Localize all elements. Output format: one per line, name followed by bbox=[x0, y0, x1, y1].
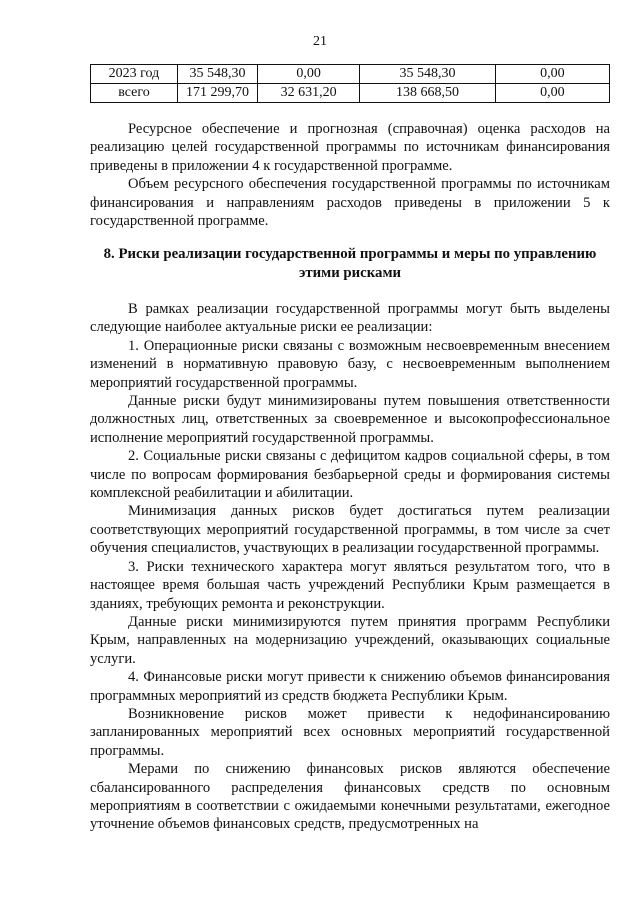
table-cell: 2023 год bbox=[91, 65, 178, 84]
table-cell: 35 548,30 bbox=[177, 65, 257, 84]
table-cell: 0,00 bbox=[257, 65, 359, 84]
table-cell: 138 668,50 bbox=[360, 84, 496, 103]
intro-text bbox=[90, 120, 610, 230]
financing-table bbox=[90, 64, 610, 103]
paragraph: Данные риски будут минимизированы путем повышения ответственности должностных лиц, ответственных за своевременное и высокопрофессиональное исполнение мероприятий государственной программы. bbox=[90, 393, 610, 446]
paragraph: Данные риски минимизируются путем принятия программ Республики Крым, направленных на модернизацию учреждений, оказывающих социальные услуги. bbox=[90, 613, 610, 667]
table-cell: 171 299,70 bbox=[177, 84, 257, 103]
paragraph: Мерами по снижению финансовых рисков являются обеспечение сбалансированного распределения финансовых средств по основным мероприятиям в соответствии с ожидаемыми конечными результатами, ежегодное уточнение объемов финансовых средств, предусмотренных на bbox=[90, 761, 610, 833]
table-cell: 35 548,30 bbox=[360, 65, 496, 84]
table-cell: 32 631,20 bbox=[257, 84, 359, 103]
paragraph: 1. Операционные риски связаны с возможным несвоевременным внесением изменений в нормативную правовую базу, с несвоевременным выполнением мероприятий государственной программы. bbox=[90, 337, 610, 391]
section-title: 8. Риски реализации государственной программы и меры по управлению этими рисками bbox=[103, 246, 597, 281]
table-row bbox=[91, 65, 610, 84]
paragraph: 2. Социальные риски связаны с дефицитом кадров социальной сферы, в том числе по вопросам формирования безбарьерной среды и формирования системы комплексной реабилитации и абилитации. bbox=[90, 448, 610, 502]
page-number: 21 bbox=[313, 34, 327, 49]
paragraph: Объем ресурсного обеспечения государственной программы по источникам финансирования и направлениям расходов приведены в приложении 5 к государственной программе. bbox=[90, 176, 610, 230]
paragraph: Возникновение рисков может привести к недофинансированию запланированных мероприятий всех основных мероприятий государственной программы. bbox=[90, 705, 610, 759]
paragraph: В рамках реализации государственной программы могут быть выделены следующие наиболее актуальные риски ее реализации: bbox=[90, 301, 610, 336]
section-body bbox=[90, 300, 610, 834]
table-cell: всего bbox=[91, 84, 178, 103]
paragraph: 3. Риски технического характера могут являться результатом того, что в настоящее время большая часть учреждений Республики Крым размещается в зданиях, требующих ремонта и реконструкции. bbox=[90, 558, 610, 612]
table-cell: 0,00 bbox=[495, 84, 609, 103]
paragraph: 4. Финансовые риски могут привести к снижению объемов финансирования программных мероприятий из средств бюджета Республики Крым. bbox=[90, 669, 610, 704]
paragraph: Минимизация данных рисков будет достигаться путем реализации соответствующих мероприятий государственной программы, в том числе за счет обучения специалистов, участвующих в реализации государственной программы. bbox=[90, 503, 610, 557]
table-row bbox=[91, 84, 610, 103]
paragraph: Ресурсное обеспечение и прогнозная (справочная) оценка расходов на реализацию целей государственной программы по источникам финансирования приведены в приложении 4 к государственной программе. bbox=[90, 121, 610, 174]
table-cell: 0,00 bbox=[495, 65, 609, 84]
